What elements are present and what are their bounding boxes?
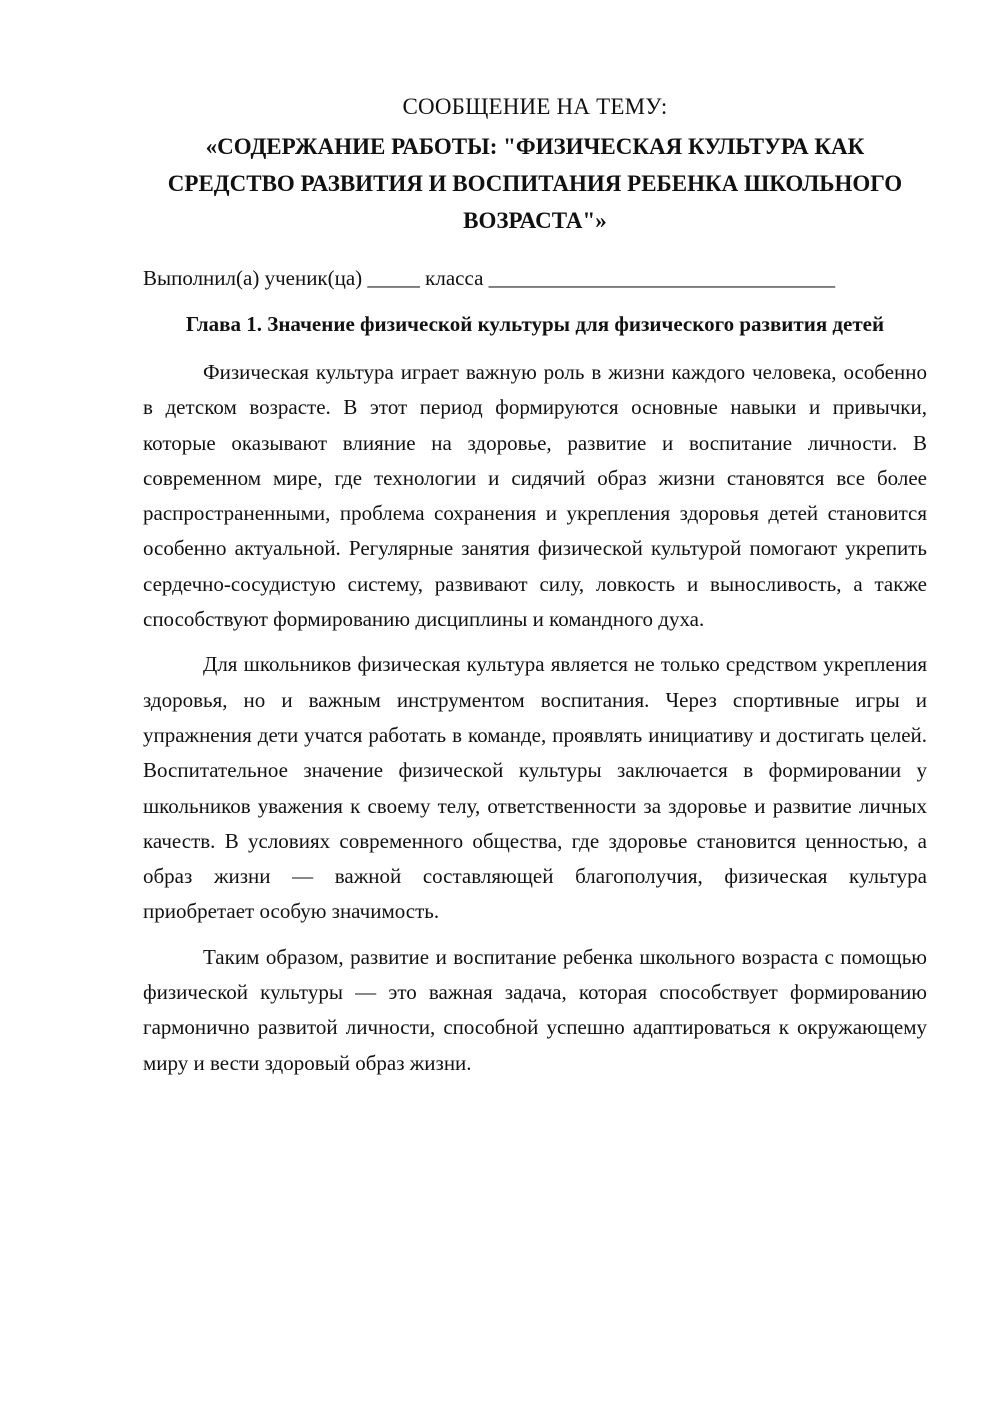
body-paragraph-2: Для школьников физическая культура является не только средством укрепления здоровья, но и важным инструментом воспитания. Через спортивные игры и упражнения дети учатся работать в команде, проявлять инициативу и достигать целей. Воспитательное значение физической культуры заключается в формировании у школьников уважения к своему телу, ответственности за здоровье и развитие личных качеств. В условиях современного общества, где здоровье становится ценностью, а образ жизни — важной составляющей благополучия, физическая культура приобретает особую значимость.: [143, 652, 927, 924]
document-overline: СООБЩЕНИЕ НА ТЕМУ:: [402, 94, 668, 119]
body-paragraph-1: Физическая культура играет важную роль в жизни каждого человека, особенно в детском возрасте. В этот период формируются основные навыки и привычки, которые оказывают влияние на здоровье, развитие и воспитание личности. В современном мире, где технологии и сидячий образ жизни становятся все более распространенными, проблема сохранения и укрепления здоровья детей становится особенно актуальной. Регулярные занятия физической культурой помогают укрепить сердечно-сосудистую систему, развивают силу, ловкость и выносливость, а также способствуют формированию дисциплины и командного духа.: [143, 360, 927, 632]
document-title: «СОДЕРЖАНИЕ РАБОТЫ: "ФИЗИЧЕСКАЯ КУЛЬТУРА КАК СРЕДСТВО РАЗВИТИЯ И ВОСПИТАНИЯ РЕБЕНКА ШКОЛЬНОГО ВОЗРАСТА"»: [167, 134, 903, 233]
performer-line: Выполнил(а) ученик(ца) _____ класса _________________________________: [143, 266, 836, 290]
body-paragraph-3: Таким образом, развитие и воспитание ребенка школьного возраста с помощью физической культуры — это важная задача, которая способствует формированию гармонично развитой личности, способной успешно адаптироваться к окружающему миру и вести здоровый образ жизни.: [143, 944, 927, 1075]
document-page: [143, 90, 927, 1091]
chapter-title: Глава 1. Значение физической культуры для физического развития детей: [185, 312, 885, 336]
